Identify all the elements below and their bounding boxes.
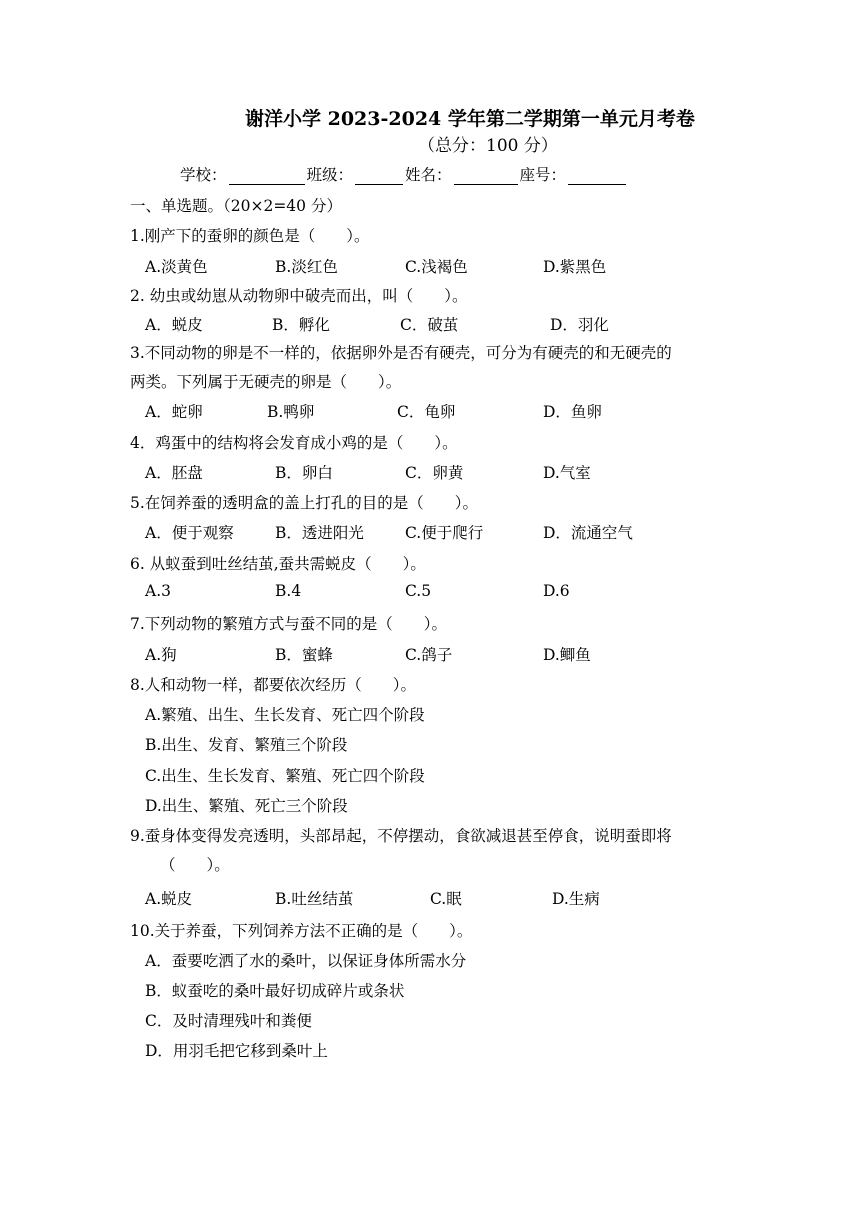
option: C.出生、生长发育、繁殖、死亡四个阶段	[145, 767, 425, 785]
student-info-row	[180, 163, 628, 185]
option: C．卵黄	[405, 464, 464, 482]
question-stem: 1.刚产下的蚕卵的颜色是（ ）。	[130, 227, 370, 245]
question-stem-continued: （ ）。	[160, 856, 230, 874]
option: A.繁殖、出生、生长发育、死亡四个阶段	[145, 706, 425, 724]
option: A．蜕皮	[145, 316, 203, 334]
question-stem-continued: 两类。下列属于无硬壳的卵是（ ）。	[130, 373, 402, 391]
option: B．卵白	[275, 464, 333, 482]
option: B.淡红色	[275, 258, 338, 276]
option: C．破茧	[400, 316, 459, 334]
option: C.便于爬行	[405, 524, 484, 542]
option: A.淡黄色	[145, 258, 208, 276]
option: A.3	[145, 582, 171, 600]
option: B．蜜蜂	[275, 646, 333, 664]
option: A．便于观察	[145, 524, 234, 542]
question-stem: 7.下列动物的繁殖方式与蚕不同的是（ ）。	[130, 615, 448, 633]
option: B.吐丝结茧	[275, 890, 354, 908]
option: D.生病	[552, 890, 600, 908]
option: C.5	[405, 582, 432, 600]
class-label: 班级：	[306, 166, 354, 184]
option: A．蛇卵	[145, 403, 203, 421]
option: D.鲫鱼	[543, 646, 591, 664]
question-stem: 6. 从蚁蚕到吐丝结茧,蚕共需蜕皮（ ）。	[130, 555, 426, 573]
name-label: 姓名：	[405, 166, 452, 184]
option: D．流通空气	[543, 524, 633, 542]
option: C．龟卵	[397, 403, 456, 421]
total-score: （总分：100 分）	[418, 136, 558, 156]
question-stem: 9.蚕身体变得发亮透明，头部昂起，不停摆动，食欲减退甚至停食，说明蚕即将	[130, 827, 672, 845]
question-stem: 8.人和动物一样，都要依次经历（ ）。	[130, 676, 417, 694]
school-label: 学校：	[180, 166, 227, 184]
option: D．用羽毛把它移到桑叶上	[145, 1042, 328, 1060]
option: C.眠	[430, 890, 462, 908]
section-heading: 一、单选题。（20×2=40 分）	[130, 197, 342, 215]
name-field[interactable]	[454, 166, 518, 185]
question-stem: 3.不同动物的卵是不一样的，依据卵外是否有硬壳，可分为有硬壳的和无硬壳的	[130, 344, 672, 362]
question-stem: 2. 幼虫或幼崽从动物卵中破壳而出，叫（ ）。	[130, 287, 468, 305]
option: D.气室	[543, 464, 591, 482]
option: A.狗	[145, 646, 177, 664]
question-stem: 10.关于养蚕，下列饲养方法不正确的是（ ）。	[130, 922, 473, 940]
class-field[interactable]	[355, 166, 403, 185]
seat-field[interactable]	[568, 166, 626, 185]
option: D.紫黑色	[543, 258, 607, 276]
option: A．蚕要吃洒了水的桑叶，以保证身体所需水分	[145, 952, 467, 970]
option: D.出生、繁殖、死亡三个阶段	[145, 797, 348, 815]
option: C．及时清理残叶和粪便	[145, 1012, 312, 1030]
option: C.鸽子	[405, 646, 453, 664]
option: B.鸭卵	[267, 403, 315, 421]
question-stem: 5.在饲养蚕的透明盒的盖上打孔的目的是（ ）。	[130, 494, 479, 512]
question-stem: 4．鸡蛋中的结构将会发育成小鸡的是（ ）。	[130, 434, 458, 452]
option: D.6	[543, 582, 570, 600]
option: D．鱼卵	[543, 403, 602, 421]
option: D．羽化	[550, 316, 609, 334]
option: A.蜕皮	[145, 890, 193, 908]
option: A．胚盘	[145, 464, 203, 482]
school-field[interactable]	[229, 166, 305, 185]
option: C.浅褐色	[405, 258, 468, 276]
option: B．透进阳光	[275, 524, 364, 542]
seat-label: 座号：	[519, 166, 567, 184]
exam-title: 谢洋小学 2023-2024 学年第二学期第一单元月考卷	[245, 108, 695, 130]
option: B.4	[275, 582, 302, 600]
option: B．蚁蚕吃的桑叶最好切成碎片或条状	[145, 982, 405, 1000]
option: B.出生、发育、繁殖三个阶段	[145, 736, 348, 754]
option: B．孵化	[272, 316, 330, 334]
